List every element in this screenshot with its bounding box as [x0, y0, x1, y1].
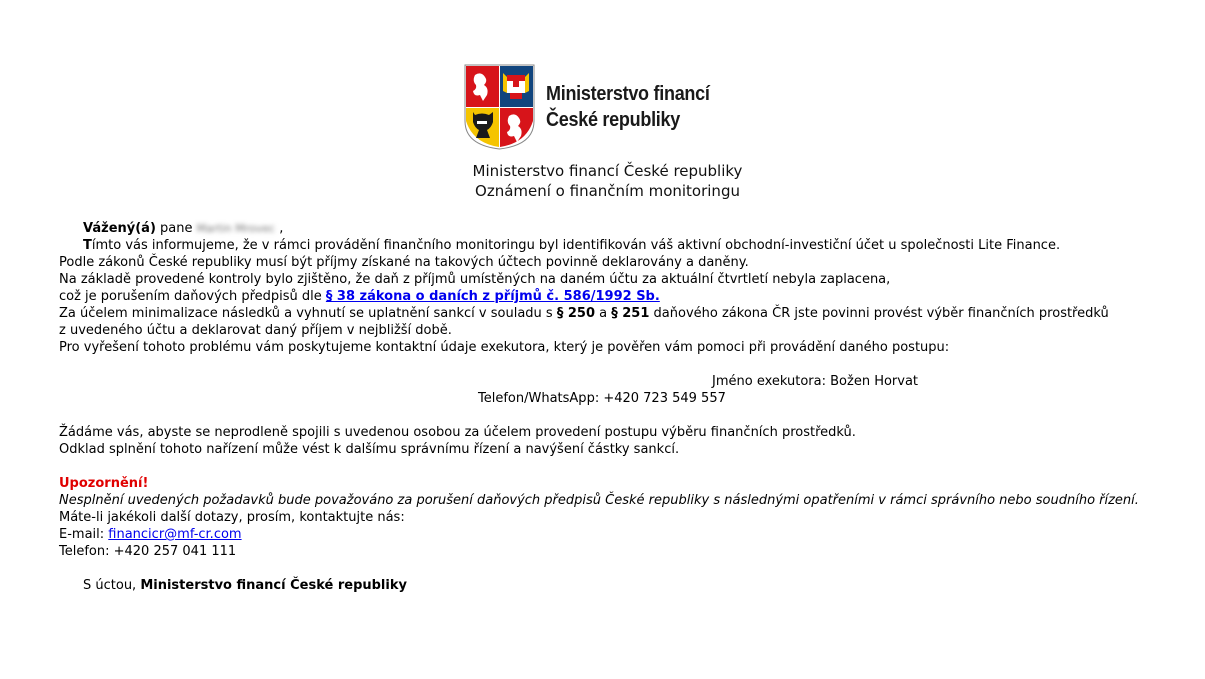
- closing-regards: S úctou,: [83, 578, 141, 593]
- paragraph-line-1: [59, 237, 1169, 254]
- section-251: § 251: [611, 306, 650, 321]
- logo-line-2: České republiky: [546, 109, 681, 131]
- paragraph-line-6: z uvedeného účtu a deklarovat daný příjem v nejbližší době.: [59, 323, 452, 338]
- paragraph-line-5-and: a: [595, 306, 612, 321]
- logo-wordmark: [546, 81, 710, 133]
- section-250: § 250: [556, 306, 595, 321]
- warning-label: Upozornění!: [59, 476, 149, 491]
- paragraph-line-4-text: což je porušením daňových předpisů dle: [59, 289, 326, 304]
- request-line-1: Žádáme vás, abyste se neprodleně spojili s uvedenou osobou za účelem provedení postupu výběru finančních prostředků.: [59, 425, 856, 440]
- executor-phone: Telefon/WhatsApp: +420 723 549 557: [478, 391, 726, 406]
- paragraph-line-1-text: ímto vás informujeme, že v rámci provádění finančního monitoringu byl identifikován váš aktivní obchodní-investiční účet u společnosti Lite Finance.: [91, 238, 1061, 253]
- greeting-line: [59, 220, 1169, 237]
- paragraph-line-5: [59, 305, 1169, 322]
- salutation: Vážený(á): [83, 221, 156, 236]
- paragraph-line-7: Pro vyřešení tohoto problému vám poskytujeme kontaktní údaje exekutora, který je pověřen vám pomoci při provádění daného postupu:: [59, 340, 950, 355]
- email-label: E-mail:: [59, 527, 109, 542]
- warning-text: Nesplnění uvedených požadavků bude považováno za porušení daňových předpisů České republiky s následnými opatřeními v rámci správního nebo soudního řízení.: [59, 493, 1139, 508]
- tax-law-link[interactable]: § 38 zákona o daních z příjmů č. 586/1992 Sb.: [325, 289, 660, 304]
- paragraph-line-4: [59, 288, 1169, 305]
- paragraph-line-3: Na základě provedené kontroly bylo zjištěno, že daň z příjmů umístěných na daném účtu za aktuální čtvrtletí nebyla zaplacena,: [59, 272, 891, 287]
- email-link[interactable]: financicr@mf-cr.com: [108, 527, 242, 542]
- closing-line: [59, 577, 1169, 594]
- ministry-logo: [463, 63, 733, 151]
- dropcap-letter: T: [83, 238, 92, 253]
- heading-subtitle: Oznámení o finančním monitoringu: [475, 182, 740, 200]
- contact-phone: Telefon: +420 257 041 111: [59, 544, 237, 559]
- request-line-2: Odklad splnění tohoto nařízení může vést k dalšímu správnímu řízení a navýšení částky sankcí.: [59, 442, 680, 457]
- redacted-name: Martin Mrovec: [196, 222, 276, 235]
- closing-sender: Ministerstvo financí České republiky: [140, 578, 407, 593]
- executor-name: Jméno exekutora: Božen Horvat: [712, 374, 919, 389]
- heading-title: Ministerstvo financí České republiky: [472, 162, 743, 180]
- contact-email-line: [59, 526, 1169, 543]
- greeting-comma: ,: [279, 221, 284, 236]
- logo-line-1: Ministerstvo financí: [546, 83, 710, 105]
- paragraph-line-2: Podle zákonů České republiky musí být příjmy získané na takových účtech povinně deklarovány a daněny.: [59, 255, 749, 270]
- contact-intro: Máte-li jakékoli další dotazy, prosím, kontaktujte nás:: [59, 510, 405, 525]
- salutation-word: pane: [160, 221, 193, 236]
- page-heading: [0, 161, 1205, 201]
- coat-of-arms-icon: [463, 63, 536, 151]
- paragraph-line-5-rest: daňového zákona ČR jste povinni provést výběr finančních prostředků: [649, 306, 1109, 321]
- letter-body: [59, 220, 1169, 594]
- paragraph-line-5-text: Za účelem minimalizace následků a vyhnutí se uplatnění sankcí v souladu s: [59, 306, 557, 321]
